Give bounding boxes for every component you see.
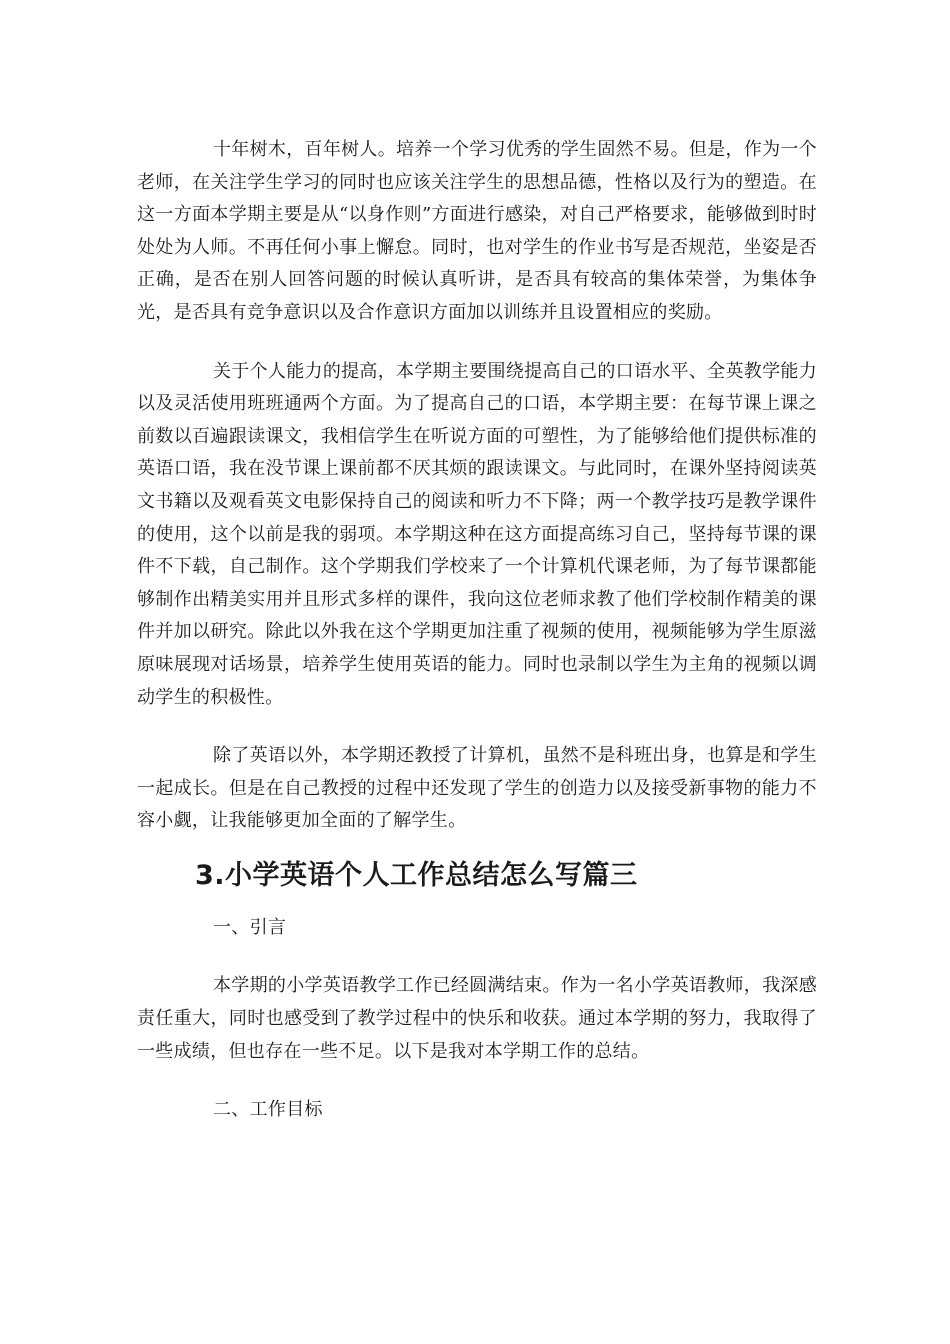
paragraph-spacer [137, 838, 817, 856]
subheading-goals: 二、工作目标 [213, 1099, 323, 1121]
body-paragraph: 除了英语以外，本学期还教授了计算机，虽然不是科班出身，也算是和学生一起成长。但是在自己教授的过程中还发现了学生的创造力以及接受新事物的能力不容小觑，让我能够更加全面的了解学生。 [137, 745, 817, 832]
document-page [137, 134, 817, 1127]
body-paragraph: 十年树木，百年树人。培养一个学习优秀的学生固然不易。但是，作为一个老师，在关注学生学习的同时也应该关注学生的思想品德，性格以及行为的塑造。在这一方面本学期主要是从“以身作则”方面进行感染，对自己严格要求，能够做到时时处处为人师。不再任何小事上懈怠。同时，也对学生的作业书写是否规范，坐姿是否正确，是否在别人回答问题的时候认真听讲，是否具有较高的集体荣誉，为集体争光，是否具有竞争意识以及合作意识方面加以训练并且设置相应的奖励。 [137, 139, 817, 323]
paragraph-spacer [137, 330, 817, 356]
paragraph-spacer [137, 944, 817, 970]
paragraph-spacer [137, 714, 817, 740]
section-heading: 3.小学英语个人工作总结怎么写篇三 [195, 859, 638, 891]
body-paragraph: 本学期的小学英语教学工作已经圆满结束。作为一名小学英语教师，我深感责任重大，同时也感受到了教学过程中的快乐和收获。通过本学期的努力，我取得了一些成绩，但也存在一些不足。以下是我对本学期工作的总结。 [137, 975, 817, 1062]
body-paragraph: 关于个人能力的提高，本学期主要围绕提高自己的口语水平、全英教学能力以及灵活使用班班通两个方面。为了提高自己的口语，本学期主要：在每节课上课之前数以百遍跟读课文，我相信学生在听说方面的可塑性，为了能够给他们提供标准的英语口语，我在没节课上课前都不厌其烦的跟读课文。与此同时，在课外坚持阅读英文书籍以及观看英文电影保持自己的阅读和听力不下降；两一个教学技巧是教学课件的使用，这个以前是我的弱项。本学期这种在这方面提高练习自己，坚持每节课的课件不下载，自己制作。这个学期我们学校来了一个计算机代课老师，为了每节课都能够制作出精美实用并且形式多样的课件，我向这位老师求教了他们学校制作精美的课件并加以研究。除此以外我在这个学期更加注重了视频的使用，视频能够为学生原滋原味展现对话场景，培养学生使用英语的能力。同时也录制以学生为主角的视频以调动学生的积极性。 [137, 360, 817, 708]
paragraph-spacer [137, 896, 817, 912]
paragraph-spacer [137, 1068, 817, 1094]
subheading-intro: 一、引言 [213, 916, 287, 938]
